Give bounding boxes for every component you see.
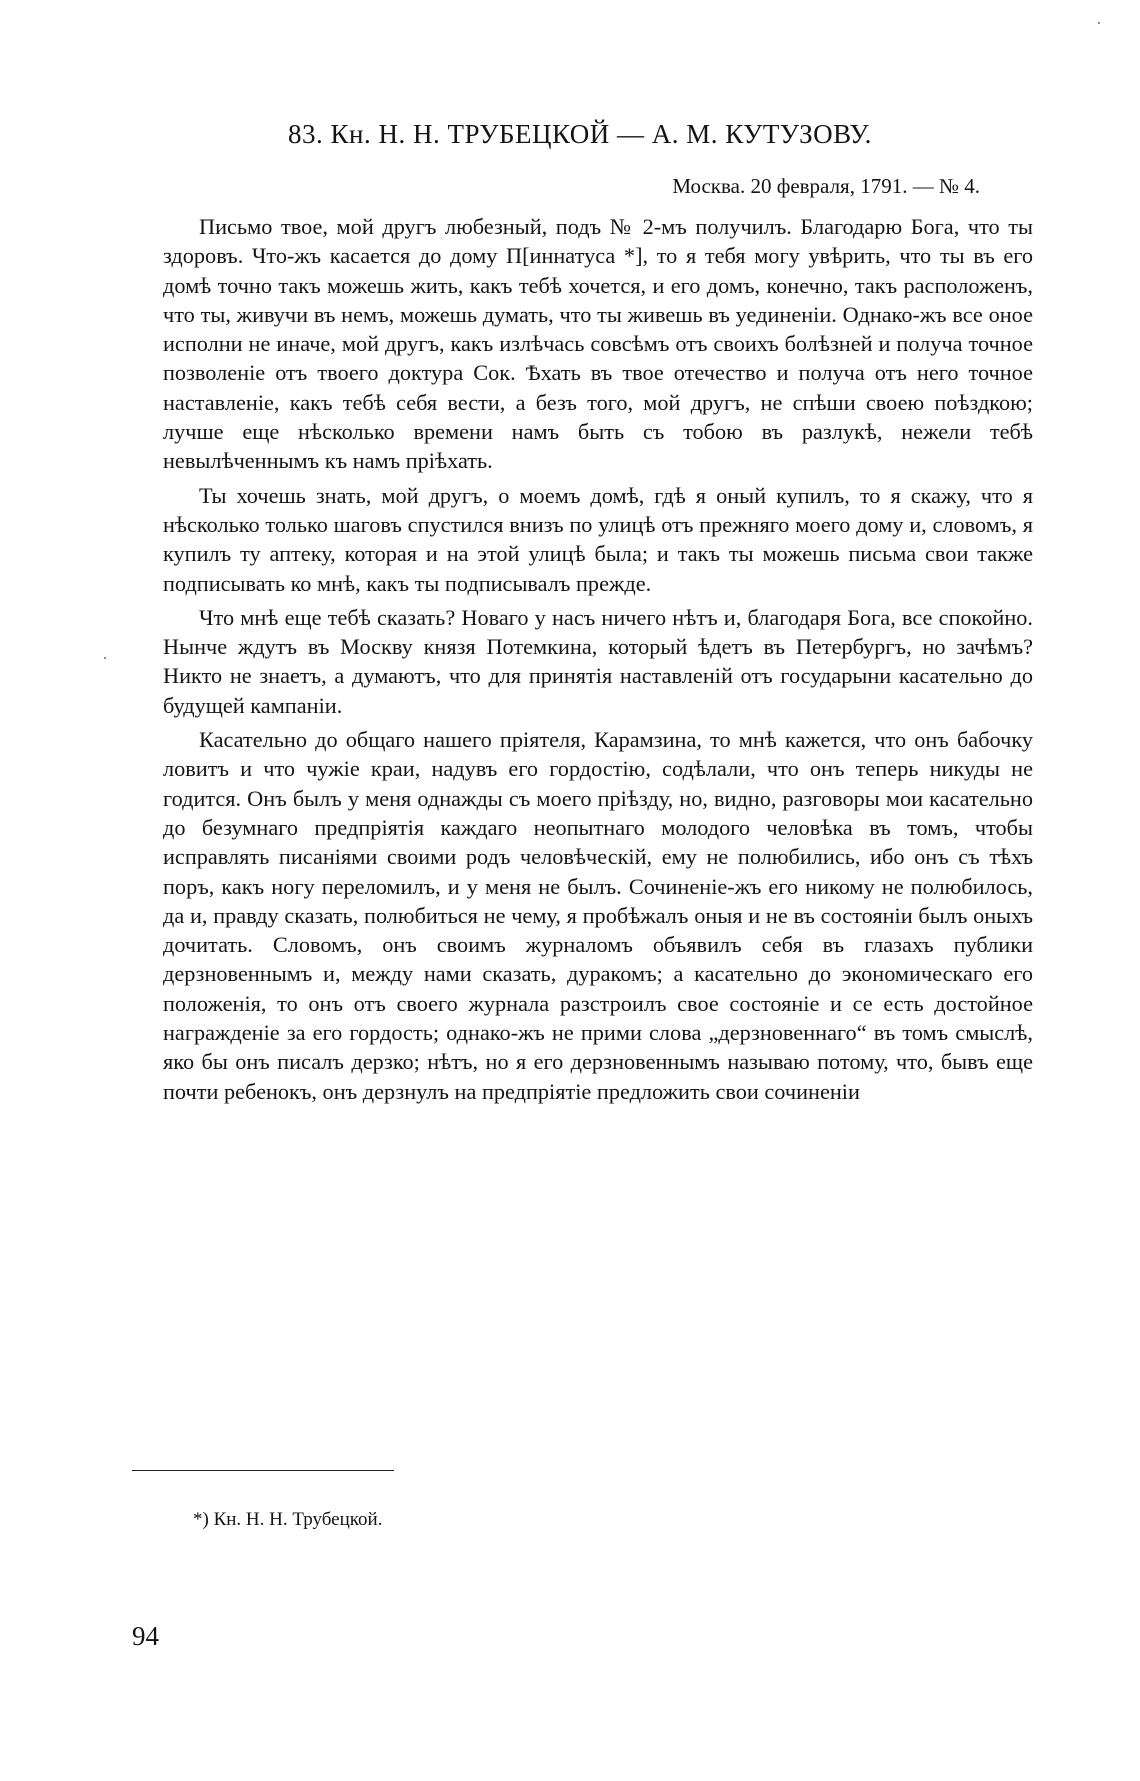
letter-dateline: Москва. 20 февраля, 1791. — № 4. <box>672 174 980 198</box>
letter-body <box>163 212 1033 1106</box>
scan-speck <box>104 657 106 659</box>
page-number: 94 <box>132 1621 159 1651</box>
letter-heading: 83. Кн. Н. Н. ТРУБЕЦКОЙ — А. М. КУТУЗОВУ. <box>288 119 872 149</box>
scan-speck <box>1098 22 1100 24</box>
paragraph: Что мнѣ еще тебѣ сказать? Новаго у насъ ничего нѣтъ и, благодаря Бога, все спокойно. Нынче ждутъ въ Москву князя Потемкина, который ѣдетъ въ Петербургъ, но зачѣмъ? Никто не знаетъ, а думаютъ, что для принятія наставленій отъ государыни касательно до будущей кампаніи. <box>163 604 1033 718</box>
paragraph: Касательно до общаго нашего пріятеля, Карамзина, то мнѣ кажется, что онъ бабочку ловитъ и что чужіе краи, надувъ его гордостію, содѣлали, что онъ теперь никуды не годится. Онъ былъ у меня однажды съ моего пріѣзду, но, видно, разговоры мои касательно до безумнаго предпріятія каждаго неопытнаго молодого человѣка въ томъ, чтобы исправлять писаніями своими родъ человѣческій, ему не полюбились, ибо онъ съ тѣхъ поръ, какъ ногу переломилъ, и у меня не былъ. Сочиненіе-жъ его никому не полюбилось, да и, правду сказать, полюбиться не чему, я пробѣжалъ оныя и не въ состояніи былъ оныхъ дочитать. Словомъ, онъ своимъ журналомъ объявилъ себя въ глазахъ публики дерзновеннымъ и, между нами сказать, дуракомъ; а касательно до экономическаго его положенія, то онъ отъ своего журнала разстроилъ свое состояніе и се есть достойное награжденіе за его гордость; однако-жъ не прими слова „дерзновеннаго“ въ томъ смыслѣ, яко бы онъ писалъ дерзко; нѣтъ, но я его дерзновеннымъ называю потому, что, бывъ еще почти ребенокъ, онъ дерзнулъ на предпріятіе предложить свои сочиненіи <box>163 727 1033 1104</box>
paragraph: Ты хочешь знать, мой другъ, о моемъ домѣ, гдѣ я оный купилъ, то я скажу, что я нѣсколько только шаговъ спустился внизъ по улицѣ отъ прежняго моего дому и, словомъ, я купилъ ту аптеку, которая и на этой улицѣ была; и такъ ты можешь письма свои также подписывать ко мнѣ, какъ ты подписывалъ прежде. <box>163 482 1033 596</box>
paragraph: Письмо твое, мой другъ любезный, подъ № 2-мъ получилъ. Благодарю Бога, что ты здоровъ. Что-жъ касается до дому П[иннатуса *], то я тебя могу увѣрить, что ты въ его домѣ точно такъ можешь жить, какъ тебѣ хочется, и его домъ, конечно, такъ расположенъ, что ты, живучи въ немъ, можешь думать, что ты живешь въ уединеніи. Однако-жъ все оное исполни не иначе, мой другъ, какъ излѣчась совсѣмъ отъ своихъ болѣзней и получа точное позволеніе отъ твоего доктура Сок. Ѣхать въ твое отечество и получа отъ него точное наставленіе, какъ тебѣ себя вести, а безъ того, мой другъ, не спѣши своею поѣздкою; лучше еще нѣсколько времени намъ быть съ тобою въ разлукѣ, нежели тебѣ невылѣченнымъ къ намъ пріѣхать. <box>163 214 1033 474</box>
footnote-divider <box>132 1470 394 1471</box>
footnote: *) Кн. Н. Н. Трубецкой. <box>193 1509 383 1530</box>
